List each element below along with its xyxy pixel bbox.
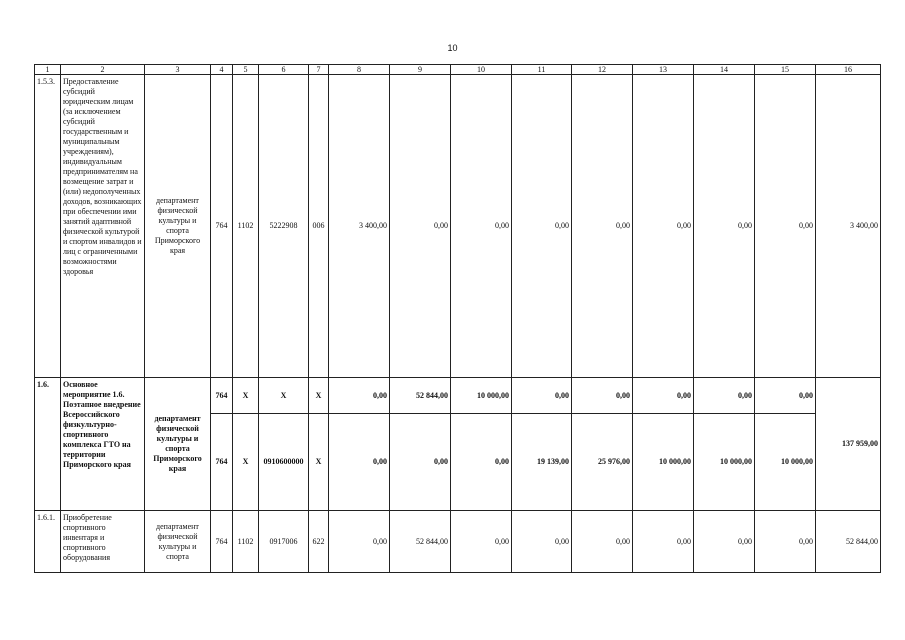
row-value: 25 976,00 xyxy=(572,414,633,511)
row-value: 0,00 xyxy=(451,511,512,573)
row-value: 0,00 xyxy=(329,414,390,511)
column-number: 6 xyxy=(259,65,309,75)
budget-table xyxy=(34,64,881,573)
row-value: 0,00 xyxy=(633,511,694,573)
row-value: 52 844,00 xyxy=(390,378,451,414)
row-description: Предоставление субсидий юридическим лицам (за исключением субсидий государственным и муниципальным учреждениям), индивидуальным предпринимателям на возмещение затрат и (или) недополученных доходов, возникающих при обеспечении ими занятий адаптивной физической культурой и спортом инвалидов и лиц с ограниченными возможностями здоровья xyxy=(61,75,145,378)
row-value: 0,00 xyxy=(390,75,451,378)
row-value: 19 139,00 xyxy=(512,414,572,511)
column-number: 3 xyxy=(145,65,211,75)
row-code: 764 xyxy=(211,414,233,511)
row-code: X xyxy=(309,378,329,414)
row-value: 0,00 xyxy=(512,75,572,378)
row-code: 1102 xyxy=(233,511,259,573)
row-value: 0,00 xyxy=(755,75,816,378)
row-code: 0910600000 xyxy=(259,414,309,511)
row-value: 10 000,00 xyxy=(633,414,694,511)
column-number: 13 xyxy=(633,65,694,75)
table-row xyxy=(35,378,881,414)
row-code: 622 xyxy=(309,511,329,573)
row-value: 0,00 xyxy=(329,378,390,414)
column-number: 11 xyxy=(512,65,572,75)
row-code: 1102 xyxy=(233,75,259,378)
row-agency: департамент физической культуры и спорта Приморского края xyxy=(145,75,211,378)
row-value: 0,00 xyxy=(572,511,633,573)
table-row xyxy=(35,511,881,573)
column-number: 10 xyxy=(451,65,512,75)
row-value: 0,00 xyxy=(451,75,512,378)
row-value: 10 000,00 xyxy=(755,414,816,511)
row-value: 0,00 xyxy=(633,378,694,414)
row-index: 1.6.1. xyxy=(35,511,61,573)
column-number: 9 xyxy=(390,65,451,75)
column-number: 8 xyxy=(329,65,390,75)
row-index: 1.5.3. xyxy=(35,75,61,378)
page-number: 10 xyxy=(447,43,458,53)
row-value: 0,00 xyxy=(694,511,755,573)
table-row xyxy=(35,75,881,378)
row-value: 10 000,00 xyxy=(694,414,755,511)
row-code: 5222908 xyxy=(259,75,309,378)
row-value: 10 000,00 xyxy=(451,378,512,414)
row-value: 0,00 xyxy=(633,75,694,378)
row-value: 0,00 xyxy=(572,378,633,414)
column-number: 15 xyxy=(755,65,816,75)
row-agency: департамент физической культуры и спорта Приморского края xyxy=(145,378,211,511)
row-value: 0,00 xyxy=(390,414,451,511)
column-number: 14 xyxy=(694,65,755,75)
row-value: 0,00 xyxy=(329,511,390,573)
row-code: X xyxy=(309,414,329,511)
column-number: 5 xyxy=(233,65,259,75)
row-total: 52 844,00 xyxy=(816,511,881,573)
column-number: 16 xyxy=(816,65,881,75)
row-code: 764 xyxy=(211,378,233,414)
row-value: 0,00 xyxy=(512,378,572,414)
column-number: 1 xyxy=(35,65,61,75)
row-value: 0,00 xyxy=(755,511,816,573)
row-code: 006 xyxy=(309,75,329,378)
column-number: 2 xyxy=(61,65,145,75)
row-code: 764 xyxy=(211,511,233,573)
row-value: 0,00 xyxy=(572,75,633,378)
row-code: X xyxy=(259,378,309,414)
row-total: 137 959,00 xyxy=(816,378,881,511)
row-description: Основное мероприятие 1.6. Поэтапное внедрение Всероссийского физкультурно-спортивного комплекса ГТО на территории Приморского края xyxy=(61,378,145,511)
column-number: 4 xyxy=(211,65,233,75)
column-number: 12 xyxy=(572,65,633,75)
row-value: 0,00 xyxy=(512,511,572,573)
row-code: 764 xyxy=(211,75,233,378)
row-value: 0,00 xyxy=(694,378,755,414)
column-number: 7 xyxy=(309,65,329,75)
row-index: 1.6. xyxy=(35,378,61,511)
row-code: X xyxy=(233,414,259,511)
row-total: 3 400,00 xyxy=(816,75,881,378)
row-agency: департамент физической культуры и спорта xyxy=(145,511,211,573)
row-value: 0,00 xyxy=(755,378,816,414)
column-number-row xyxy=(35,65,881,75)
row-value: 0,00 xyxy=(451,414,512,511)
row-value: 52 844,00 xyxy=(390,511,451,573)
row-code: 0917006 xyxy=(259,511,309,573)
row-value: 3 400,00 xyxy=(329,75,390,378)
row-code: X xyxy=(233,378,259,414)
row-description: Приобретение спортивного инвентаря и спортивного оборудования xyxy=(61,511,145,573)
row-value: 0,00 xyxy=(694,75,755,378)
